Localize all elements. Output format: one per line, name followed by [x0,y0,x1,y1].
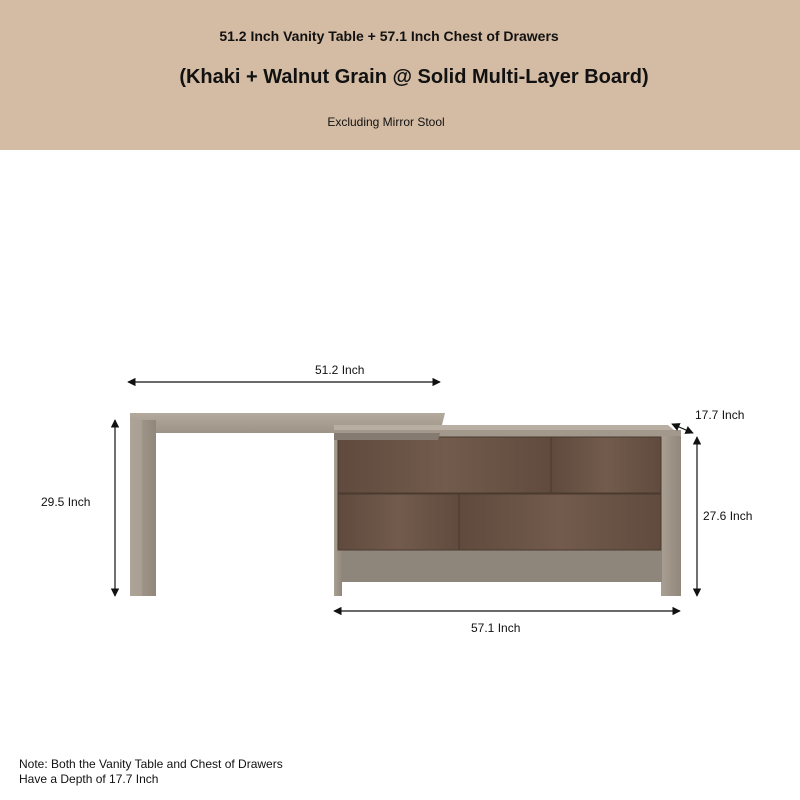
drawer-bottom-right [459,494,661,550]
depth-note-line2: Have a Depth of 17.7 Inch [19,772,159,786]
product-title: 51.2 Inch Vanity Table + 57.1 Inch Chest of Drawers [219,28,559,44]
drawer-top-right [551,437,661,493]
drawer-top-left [338,437,551,493]
chest-base [342,550,662,582]
exclusion-note: Excluding Mirror Stool [327,115,445,129]
chest-right-side [661,436,681,596]
chest-height-label: 27.6 Inch [703,509,753,523]
chest-of-drawers [334,425,681,596]
chest-width-label: 57.1 Inch [471,621,521,635]
depth-note [19,757,283,787]
tabletop-shadow [334,433,440,440]
material-subtitle: (Khaki + Walnut Grain @ Solid Multi-Layer Board) [179,66,649,88]
table-height-label: 29.5 Inch [41,495,91,509]
drawer-bottom-left [338,494,459,550]
table-width-label: 51.2 Inch [315,363,365,377]
vanity-leg-highlight [130,420,142,596]
chest-depth-label: 17.7 Inch [695,408,745,422]
depth-note-line1: Note: Both the Vanity Table and Chest of Drawers [19,757,283,771]
